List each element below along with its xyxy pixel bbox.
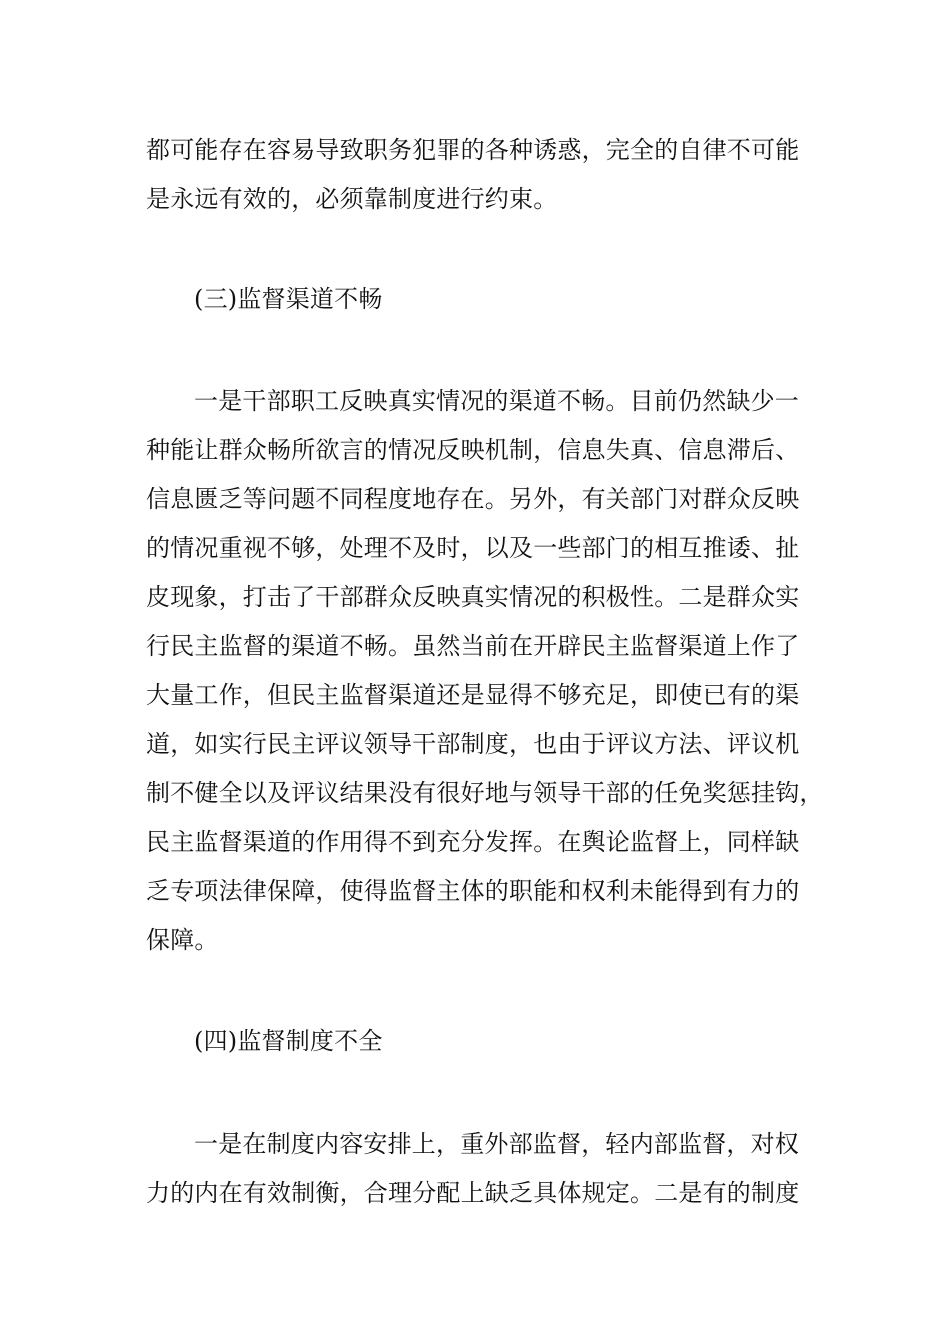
paragraph-line: 制不健全以及评议结果没有很好地与领导干部的任免奖惩挂钩， (146, 779, 824, 807)
section-heading: (四)监督制度不全 (194, 1027, 383, 1055)
paragraph-line: 民主监督渠道的作用得不到充分发挥。在舆论监督上，同样缺 (146, 828, 800, 856)
section-heading: (三)监督渠道不畅 (194, 285, 383, 313)
paragraph-line: 一是在制度内容安排上，重外部监督，轻内部监督，对权 (194, 1130, 799, 1158)
paragraph-line: 种能让群众畅所欲言的情况反映机制，信息失真、信息滞后、 (146, 436, 800, 464)
paragraph-line: 信息匮乏等问题不同程度地存在。另外，有关部门对群众反映 (146, 485, 800, 513)
paragraph-line: 都可能存在容易导致职务犯罪的各种诱惑，完全的自律不可能 (146, 136, 800, 164)
paragraph-line: 皮现象，打击了干部群众反映真实情况的积极性。二是群众实 (146, 583, 800, 611)
paragraph-line: 道，如实行民主评议领导干部制度，也由于评议方法、评议机 (146, 730, 800, 758)
paragraph-line: 一是干部职工反映真实情况的渠道不畅。目前仍然缺少一 (194, 387, 799, 415)
paragraph-line: 保障。 (146, 926, 219, 954)
paragraph-line: 大量工作，但民主监督渠道还是显得不够充足，即使已有的渠 (146, 681, 800, 709)
paragraph-line: 乏专项法律保障，使得监督主体的职能和权利未能得到有力的 (146, 877, 800, 905)
paragraph-line: 的情况重视不够，处理不及时，以及一些部门的相互推诿、扯 (146, 534, 800, 562)
paragraph-line: 行民主监督的渠道不畅。虽然当前在开辟民主监督渠道上作了 (146, 632, 800, 660)
paragraph-line: 力的内在有效制衡，合理分配上缺乏具体规定。二是有的制度 (146, 1179, 800, 1207)
paragraph-line: 是永远有效的，必须靠制度进行约束。 (146, 185, 558, 213)
